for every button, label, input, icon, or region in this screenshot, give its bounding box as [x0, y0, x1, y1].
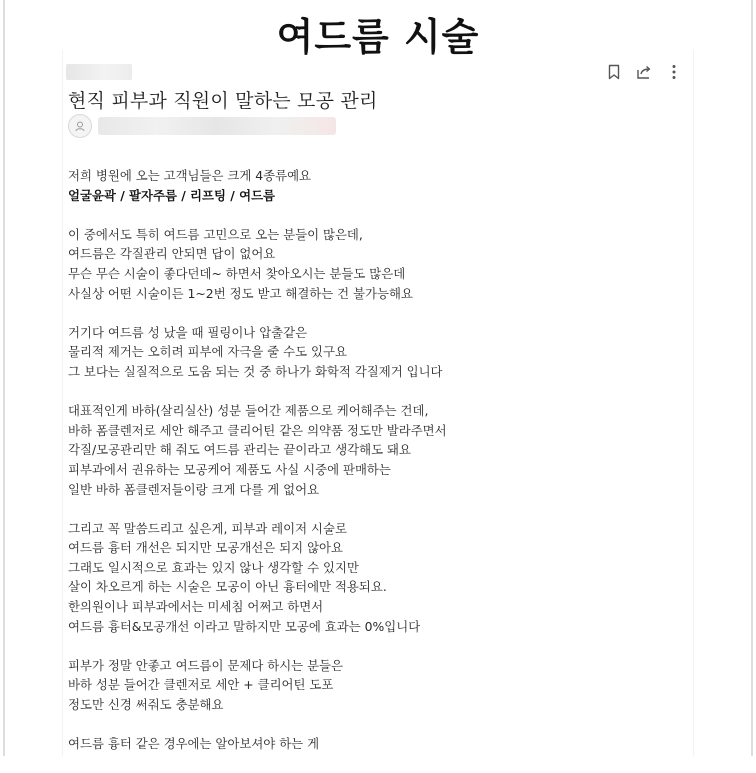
- body-line: 한의원이나 피부과에서는 미세침 어쩌고 하면서: [68, 599, 324, 615]
- paragraph-1: [68, 166, 688, 205]
- body-line: 바하 성분 들어간 클렌저로 세안 + 클리어틴 도포: [68, 677, 334, 693]
- paragraph-3: [68, 323, 688, 382]
- body-line: 이 중에서도 특히 여드름 고민으로 오는 분들이 많은데,: [68, 226, 363, 242]
- body-line: 일반 바하 폼클렌저들이랑 크게 다를 게 없어요: [68, 481, 320, 497]
- body-line: 무슨 무슨 시술이 좋다던데~ 하면서 찾아오시는 분들도 많은데: [68, 265, 406, 281]
- paragraph-6: [68, 656, 688, 715]
- more-vertical-icon[interactable]: [666, 63, 682, 81]
- paragraph-7: [68, 734, 688, 754]
- body-line-bold: 얼굴윤곽 / 팔자주름 / 리프팅 / 여드름: [68, 187, 276, 203]
- body-line: 그래도 일시적으로 효과는 있지 않나 생각할 수 있지만: [68, 559, 359, 575]
- body-line: 여드름은 각질관리 안되면 답이 없어요: [68, 246, 276, 262]
- share-icon[interactable]: [636, 63, 652, 81]
- body-line: 거기다 여드름 성 났을 때 필링이나 압출같은: [68, 324, 308, 340]
- body-line: 피부과에서 권유하는 모공케어 제품도 사실 시중에 판매하는: [68, 461, 391, 477]
- body-line: 사실상 어떤 시술이든 1~2번 정도 받고 해결하는 건 불가능해요: [68, 285, 413, 301]
- paragraph-5: [68, 519, 688, 637]
- post-body: [68, 166, 688, 773]
- body-line: 여드름 흉터 같은 경우에는 알아보셔야 하는 게: [68, 736, 320, 752]
- body-line: 바하 폼클렌저로 세안 해주고 클리어틴 같은 의약품 정도만 발라주면서: [68, 422, 447, 438]
- author-name-blurred: [98, 117, 336, 135]
- page-edge-left: [3, 0, 5, 756]
- body-line: 그리고 꼭 말씀드리고 싶은게, 피부과 레이저 시술로: [68, 520, 347, 536]
- paragraph-2: [68, 225, 688, 303]
- body-line: 그 보다는 실질적으로 도움 되는 것 중 하나가 화학적 각질제거 입니다: [68, 363, 443, 379]
- body-line: 여드름 흉터 개선은 되지만 모공개선은 되지 않아요: [68, 540, 343, 556]
- overlay-title: 여드름 시술: [276, 15, 480, 59]
- body-line: 여드름 흉터&모공개선 이라고 말하지만 모공에 효과는 0%입니다: [68, 618, 421, 634]
- page-edge-right: [751, 0, 753, 756]
- post-title: 현직 피부과 직원이 말하는 모공 관리: [68, 90, 378, 112]
- body-line: 정도만 신경 써줘도 충분해요: [68, 697, 224, 713]
- body-line: 저희 병원에 오는 고객님들은 크게 4종류예요: [68, 168, 312, 183]
- category-label-blurred[interactable]: [66, 64, 132, 80]
- paragraph-4: [68, 401, 688, 499]
- post-actions: [606, 62, 682, 82]
- body-line: 물리적 제거는 오히려 피부에 자극을 줄 수도 있구요: [68, 344, 347, 360]
- bookmark-icon[interactable]: [606, 63, 622, 81]
- body-line: 대표적인게 바하(살리실산) 성분 들어간 제품으로 케어해주는 건데,: [68, 403, 429, 419]
- body-line: 각질/모공관리만 해 줘도 여드름 관리는 끝이라고 생각해도 돼요: [68, 442, 411, 458]
- body-line: 피부가 정말 안좋고 여드름이 문제다 하시는 분들은: [68, 657, 343, 673]
- body-line: 살이 차오르게 하는 시술은 모공이 아닌 흉터에만 적용되요.: [68, 579, 387, 595]
- author-info[interactable]: [68, 115, 336, 137]
- avatar[interactable]: [68, 114, 92, 138]
